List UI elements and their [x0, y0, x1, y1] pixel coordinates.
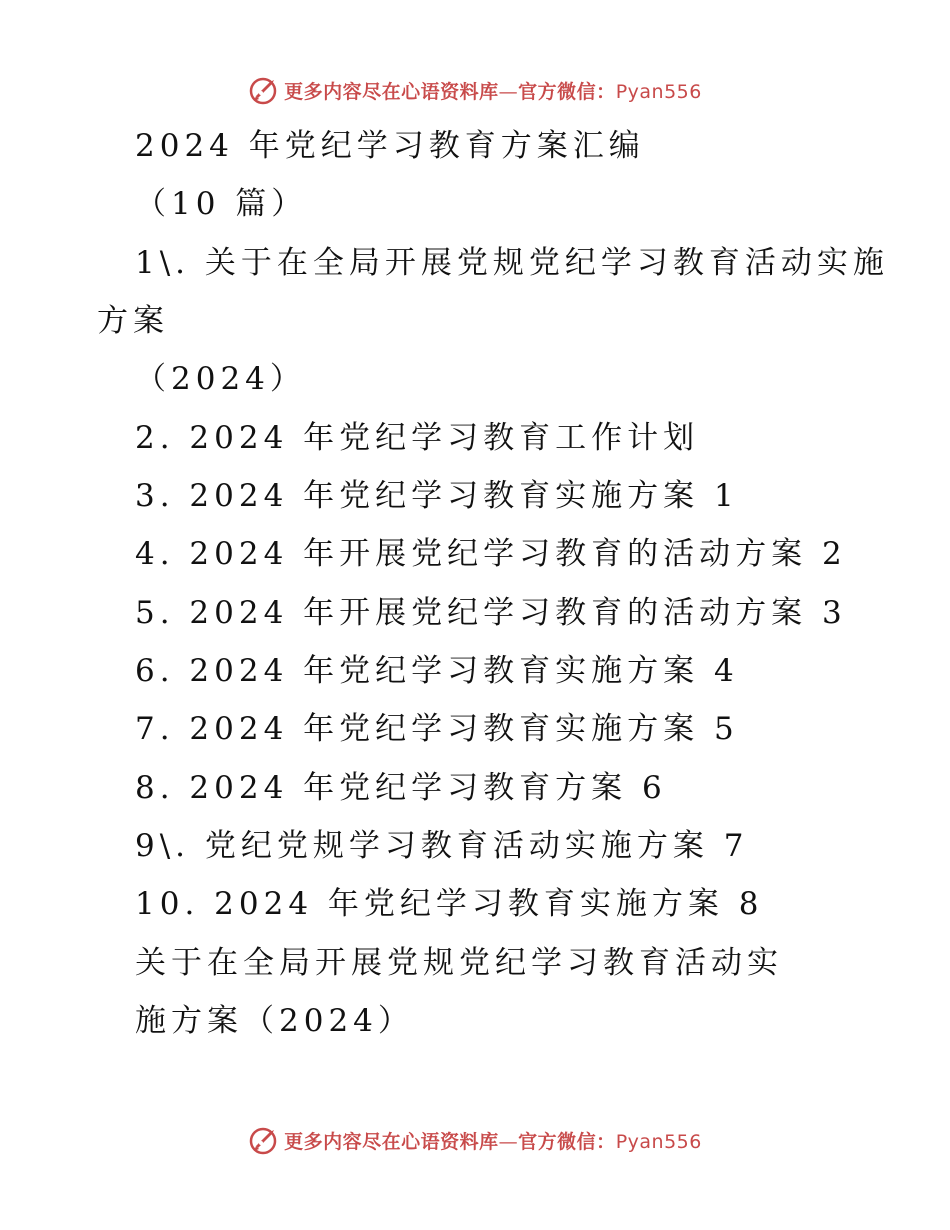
document-title: 2024 年党纪学习教育方案汇编 — [135, 128, 645, 164]
watermark-text: 更多内容尽在心语资料库—官方微信：Pyan556 — [284, 80, 702, 103]
toc-item: 9\. 党纪党规学习教育活动实施方案 7 — [135, 828, 749, 864]
watermark-banner-top — [0, 70, 950, 110]
toc-item: 3. 2024 年党纪学习教育实施方案 1 — [135, 478, 739, 514]
quill-logo-icon — [248, 1124, 280, 1156]
watermark-banner-bottom — [0, 1120, 950, 1160]
toc-item: 1\. 关于在全局开展党规党纪学习教育活动实施 — [135, 245, 889, 281]
quill-logo-icon — [248, 74, 280, 106]
section-heading-line2: 施方案（2024） — [135, 1003, 414, 1039]
toc-item: 2. 2024 年党纪学习教育工作计划 — [135, 420, 700, 456]
toc-item-year: （2024） — [135, 361, 306, 397]
toc-item: 10. 2024 年党纪学习教育实施方案 8 — [135, 886, 764, 922]
section-heading-line1: 关于在全局开展党规党纪学习教育活动实 — [135, 945, 783, 981]
document-count: （10 篇） — [135, 186, 308, 222]
watermark-text: 更多内容尽在心语资料库—官方微信：Pyan556 — [284, 1130, 702, 1153]
toc-item: 6. 2024 年党纪学习教育实施方案 4 — [135, 653, 739, 689]
toc-item: 7. 2024 年党纪学习教育实施方案 5 — [135, 711, 739, 747]
toc-item: 5. 2024 年开展党纪学习教育的活动方案 3 — [135, 595, 847, 631]
toc-item-continuation: 方案 — [97, 303, 169, 339]
toc-item: 4. 2024 年开展党纪学习教育的活动方案 2 — [135, 536, 847, 572]
toc-item: 8. 2024 年党纪学习教育方案 6 — [135, 770, 667, 806]
